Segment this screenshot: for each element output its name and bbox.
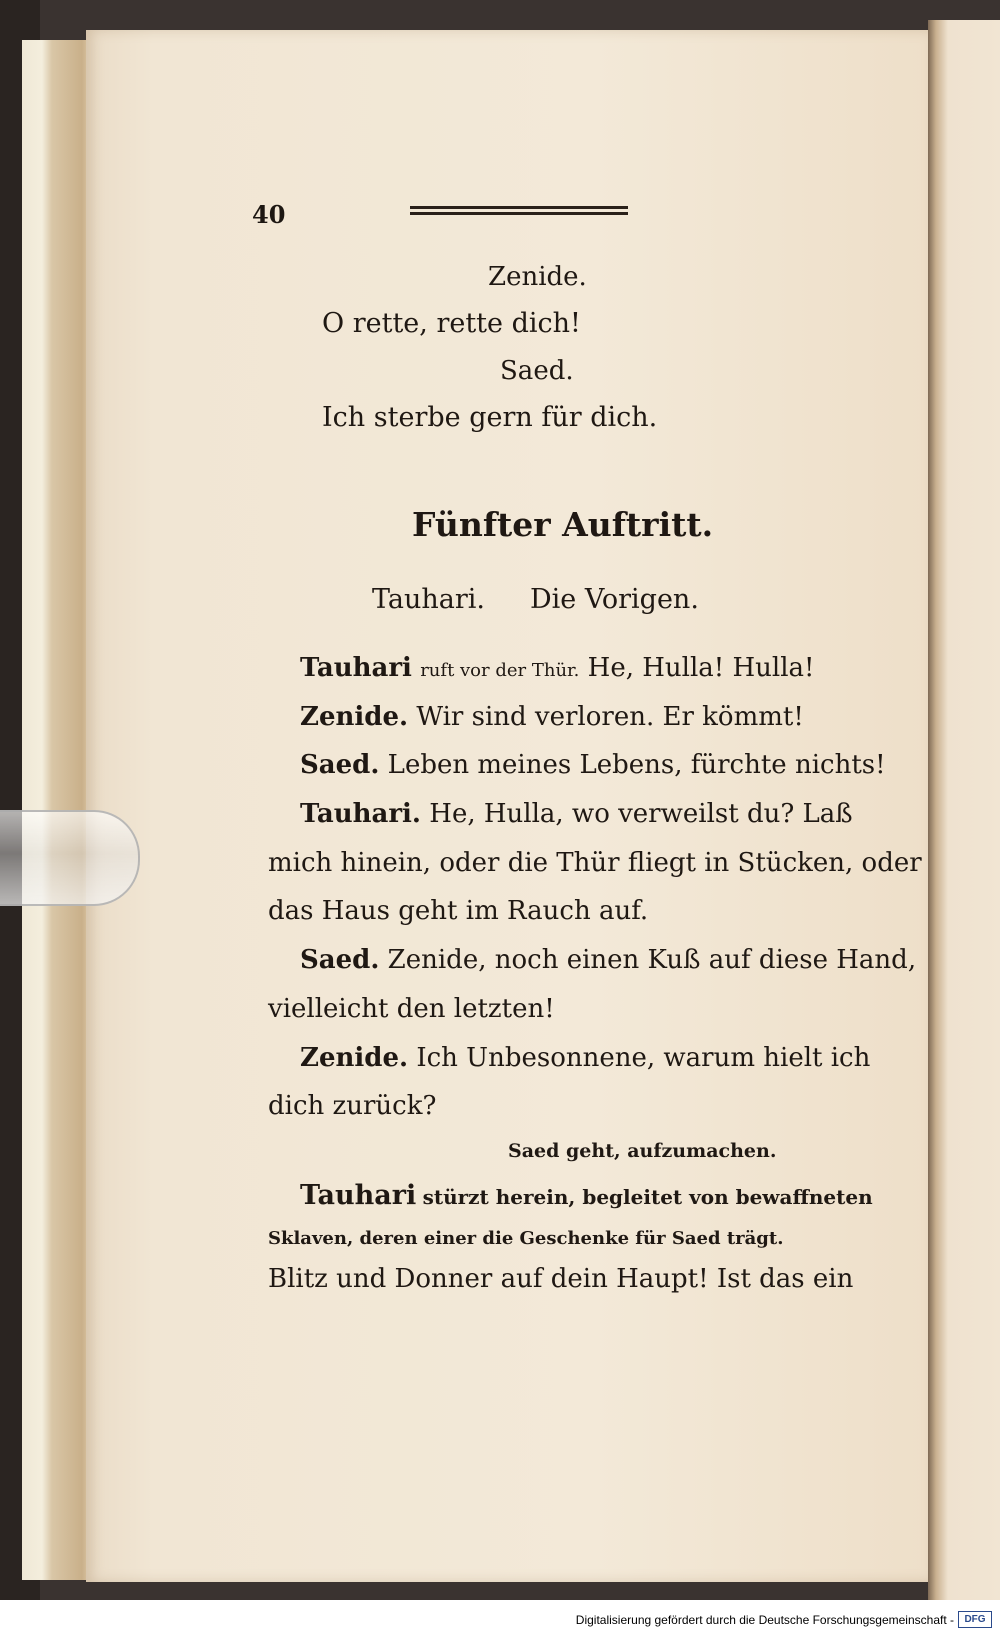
facing-page-edge (928, 20, 1000, 1600)
page-holder-clip (0, 810, 140, 906)
speaker-name: Saed. (300, 945, 380, 975)
speaker-name: Tauhari (300, 1180, 417, 1211)
stage-direction: stürzt herein, begleitet von bewaffneten (422, 1185, 873, 1209)
dialogue-text: Wir sind verloren. Er kömmt! (416, 702, 804, 732)
speaker-name: Tauhari (300, 653, 412, 683)
dialogue-line (300, 750, 886, 780)
header-rule (410, 206, 628, 216)
dialogue-line (300, 945, 916, 975)
verse-line: O rette, rette dich! (322, 308, 581, 339)
dialogue-text: Ich Unbesonnene, warum hielt ich (416, 1043, 871, 1073)
stage-direction: Saed geht, aufzumachen. (508, 1140, 777, 1162)
dialogue-line (300, 702, 804, 732)
verse-line: Ich sterbe gern für dich. (322, 402, 658, 433)
speaker-name: Zenide. (300, 1043, 409, 1073)
speaker-heading: Saed. (500, 356, 574, 386)
scene-title: Fünfter Auftritt. (412, 505, 714, 544)
dfg-logo: DFG (958, 1611, 992, 1628)
cast-name: Die Vorigen. (530, 584, 699, 615)
dialogue-line (300, 653, 815, 683)
speaker-name: Tauhari. (300, 799, 421, 829)
dialogue-text: He, Hulla, wo verweilst du? Laß (429, 799, 853, 829)
speaker-heading: Zenide. (488, 262, 587, 292)
stage-direction: Sklaven, deren einer die Geschenke für Saed trägt. (268, 1228, 784, 1249)
dialogue-text: Zenide, noch einen Kuß auf diese Hand, (387, 945, 917, 975)
dialogue-line (300, 1180, 873, 1211)
speaker-name: Zenide. (300, 702, 409, 732)
cast-name: Tauhari. (372, 584, 486, 615)
footer-credit: Digitalisierung gefördert durch die Deutsche Forschungsgemeinschaft - (575, 1613, 954, 1627)
dialogue-continuation: das Haus geht im Rauch auf. (268, 896, 649, 926)
dialogue-text: Leben meines Lebens, fürchte nichts! (387, 750, 886, 780)
dialogue-line (300, 1043, 870, 1073)
speaker-name: Saed. (300, 750, 380, 780)
dialogue-text: He, Hulla! Hulla! (587, 653, 815, 683)
dialogue-continuation: dich zurück? (268, 1091, 437, 1121)
dialogue-text: Blitz und Donner auf dein Haupt! Ist das ein (268, 1264, 854, 1294)
page-number: 40 (252, 200, 286, 229)
dialogue-continuation: vielleicht den letzten! (268, 994, 555, 1024)
dialogue-line (300, 799, 853, 829)
stage-direction: ruft vor der Thür. (420, 660, 580, 681)
dialogue-continuation: mich hinein, oder die Thür fliegt in Stücken, oder (268, 848, 922, 878)
